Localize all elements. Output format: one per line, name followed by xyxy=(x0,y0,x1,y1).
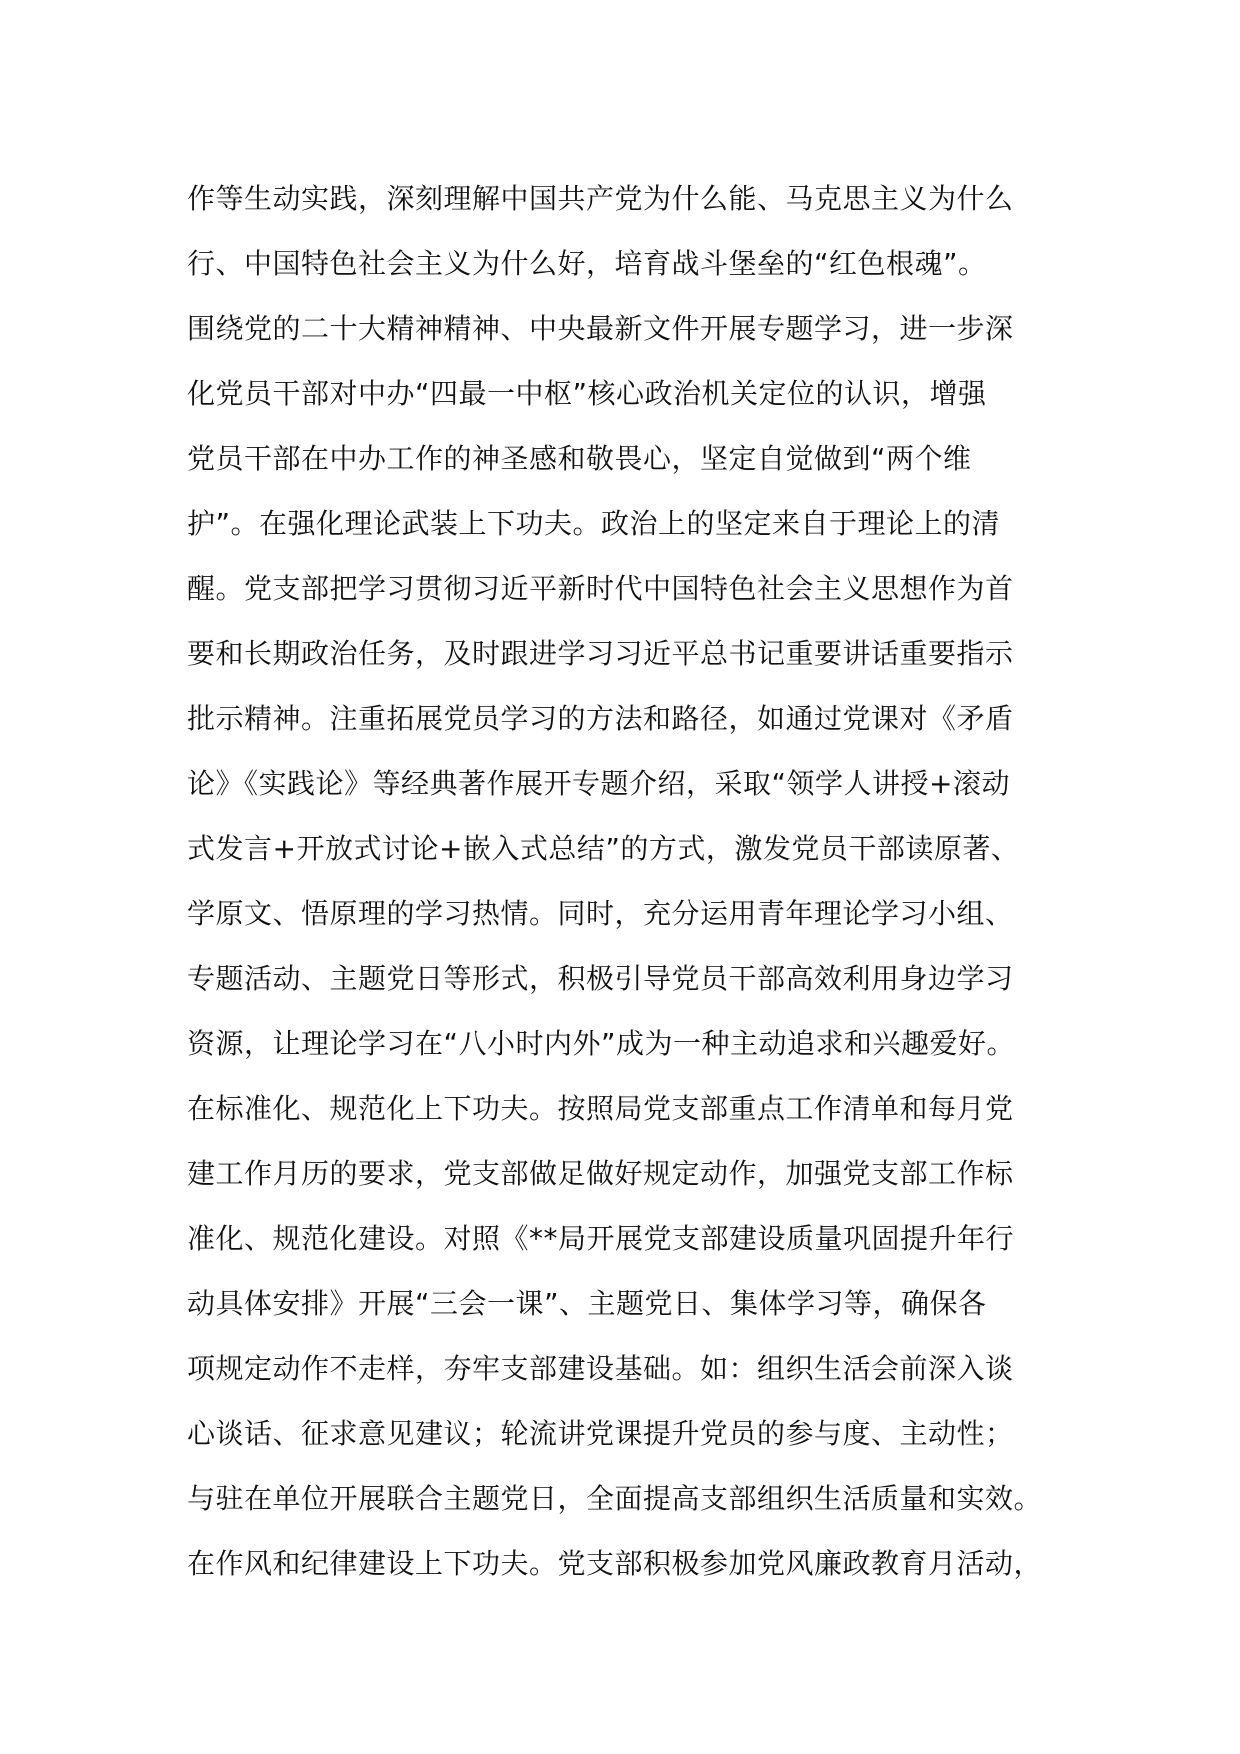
text-line: 资源，让理论学习在“八小时内外”成为一种主动追求和兴趣爱好。 xyxy=(187,1027,1016,1060)
text-line: 批示精神。注重拓展党员学习的方法和路径，如通过党课对《矛盾 xyxy=(187,702,1014,735)
text-line: 心谈话、征求意见建议；轮流讲党课提升党员的参与度、主动性； xyxy=(187,1417,1014,1450)
text-line: 式发言+开放式讨论+嵌入式总结”的方式，激发党员干部读原著、 xyxy=(187,832,1020,865)
text-line: 动具体安排》开展“三会一课”、主题党日、集体学习等，确保各 xyxy=(187,1287,987,1320)
text-line: 论》《实践论》等经典著作展开专题介绍，采取“领学人讲授+滚动 xyxy=(187,767,1010,800)
text-line: 化党员干部对中办“四最一中枢”核心政治机关定位的认识，增强 xyxy=(187,377,987,410)
text-line: 在作风和纪律建设上下功夫。党支部积极参加党风廉政教育月活动， xyxy=(187,1547,1043,1580)
text-line: 围绕党的二十大精神精神、中央最新文件开展专题学习，进一步深 xyxy=(187,312,1014,345)
text-line: 党员干部在中办工作的神圣感和敬畏心，坚定自觉做到“两个维 xyxy=(187,442,972,475)
text-line: 作等生动实践，深刻理解中国共产党为什么能、马克思主义为什么 xyxy=(187,182,1014,215)
text-line: 在标准化、规范化上下功夫。按照局党支部重点工作清单和每月党 xyxy=(187,1092,1014,1125)
text-line: 项规定动作不走样，夯牢支部建设基础。如：组织生活会前深入谈 xyxy=(187,1352,1014,1385)
text-line: 专题活动、主题党日等形式，积极引导党员干部高效利用身边学习 xyxy=(187,962,1014,995)
text-line: 学原文、悟原理的学习热情。同时，充分运用青年理论学习小组、 xyxy=(187,897,1014,930)
text-line: 护”。在强化理论武装上下功夫。政治上的坚定来自于理论上的清 xyxy=(187,507,1001,540)
text-line: 醒。党支部把学习贯彻习近平新时代中国特色社会主义思想作为首 xyxy=(187,572,1014,605)
document-body xyxy=(187,166,1067,1596)
text-line: 行、中国特色社会主义为什么好，培育战斗堡垒的“红色根魂”。 xyxy=(187,247,987,280)
text-line: 建工作月历的要求，党支部做足做好规定动作，加强党支部工作标 xyxy=(187,1157,1014,1190)
text-line: 要和长期政治任务，及时跟进学习习近平总书记重要讲话重要指示 xyxy=(187,637,1014,670)
text-line: 与驻在单位开展联合主题党日，全面提高支部组织生活质量和实效。 xyxy=(187,1482,1043,1515)
text-line: 准化、规范化建设。对照《**局开展党支部建设质量巩固提升年行 xyxy=(187,1222,1015,1255)
